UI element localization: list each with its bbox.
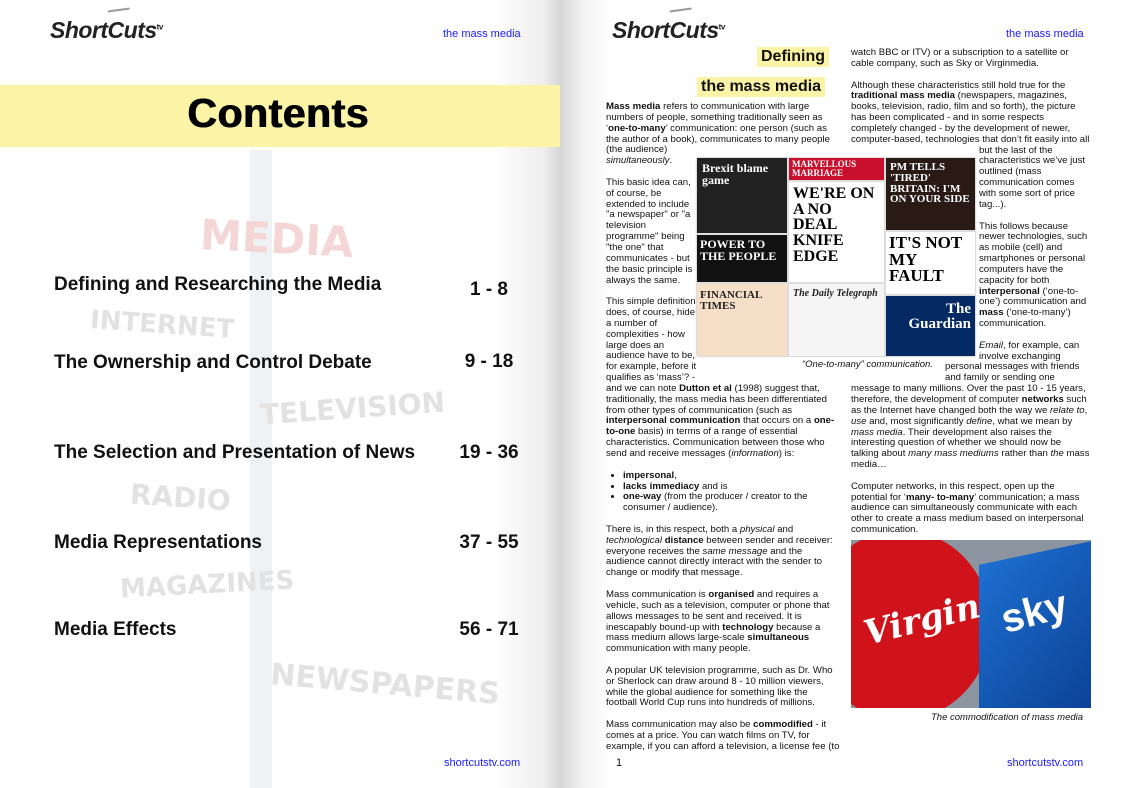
text-run: interpersonal communication xyxy=(606,415,741,427)
text-run: This follows because newer technologies, such as mobile (cell) and smartphones or personal computers have the capacity for both xyxy=(979,220,1088,286)
bg-sign-media: MEDIA xyxy=(198,210,355,267)
article-title-line1: Defining xyxy=(757,47,829,67)
text-run: the xyxy=(1050,448,1064,460)
text-run: many- to-many xyxy=(905,491,975,503)
toc-entry[interactable]: Media Effects xyxy=(54,619,177,640)
shortcuts-logo: ShortCuts$^{tv}$ xyxy=(50,17,163,44)
text-run: Although these characteristics still hold true for the xyxy=(851,79,1066,91)
paragraph xyxy=(606,720,840,753)
text-run: simultaneously xyxy=(606,155,670,167)
footer-link[interactable]: shortcutstv.com xyxy=(1007,757,1084,769)
text-run: . xyxy=(669,155,673,167)
text-run: This simple definition does, of course, hide a number of complexities - how large does an audience have to be, for example, before it qualifies as ‘mass’? - and we can note xyxy=(606,296,697,394)
toc-entry[interactable]: Defining and Researching the Media xyxy=(54,274,382,295)
paragraph xyxy=(606,525,840,579)
text-run: - it comes at a price. You can watch films on TV, for example, if you can afford a television, a license fee (to xyxy=(606,719,840,752)
text-run: (‘one-to-many’) communication. xyxy=(979,307,1071,330)
text-run: , for example, can involve exchanging personal messages with friends and family or sending one message to many millions. Over the past 10 - 15 years, therefore, the development of computer xyxy=(851,339,1086,405)
paragraph xyxy=(606,590,840,655)
text-run: information xyxy=(731,448,779,459)
headline: IT'S NOT MY FAULT xyxy=(886,232,975,294)
text-run: simultaneous xyxy=(747,632,810,644)
text-run: This basic idea can, of course, be extended to include "a newspaper" or "a television programme" being "the one" that communicates - but the basic principle is always the same. xyxy=(606,176,693,286)
text-run: lacks immediacy xyxy=(623,480,700,492)
text-run: . Their development also raises the interesting question of whether we should now be talking about xyxy=(851,426,1062,460)
text-run: Dutton et al xyxy=(679,382,732,394)
footer-link[interactable]: shortcutstv.com xyxy=(444,757,521,769)
bg-sign-newspapers: NEWSPAPERS xyxy=(268,657,502,712)
text-run: use xyxy=(851,415,867,427)
text-run: (‘one-to-one’) communication and xyxy=(979,285,1087,308)
headline: The Daily Telegraph xyxy=(789,284,884,356)
bg-sign-internet: INTERNET xyxy=(89,305,236,345)
text-run: (from the producer / creator to the consumer / audience). xyxy=(623,491,808,514)
toc-pages: 9 - 18 xyxy=(464,351,514,372)
text-run: watch BBC or ITV) or a subscription to a satellite or cable company, such as Sky or Virginmedia. xyxy=(851,47,1069,69)
text-run: Computer networks, in this respect, open up the potential for ‘ xyxy=(851,480,1055,503)
collage-caption: “One-to-many” communication. xyxy=(802,359,933,370)
text-run: and requires a vehicle, such as a television, computer or phone that allows messages to be sent and received. It is inescapably bound-up with xyxy=(606,588,830,633)
text-run: and xyxy=(774,523,794,535)
text-run: mass media xyxy=(851,426,903,438)
text-run: same message xyxy=(702,545,768,557)
text-run: , what we mean by xyxy=(992,415,1073,427)
text-run: and is xyxy=(699,480,728,492)
photo-caption: The commodification of mass media xyxy=(931,712,1084,723)
text-run: and the audience cannot directly interact with the sender to change or modify that message. xyxy=(606,545,822,579)
page-number: 1 xyxy=(616,757,623,769)
bg-sign-television: TELEVISION xyxy=(259,385,447,432)
text-run: such as the Internet have changed both the way we xyxy=(851,394,1087,416)
text-run: ’ communication; a mass audience can simultaneously communicate with each other to create a mass medium based on interpersonal communication. xyxy=(851,491,1084,536)
text-run: Mass communication is xyxy=(606,588,709,600)
text-run: define xyxy=(966,415,993,427)
headline: POWER TO THE PEOPLE xyxy=(697,235,787,282)
toc-entry[interactable]: The Selection and Presentation of News xyxy=(54,442,416,463)
bg-sign-radio: RADIO xyxy=(129,477,232,518)
text-run: commodified xyxy=(753,719,813,731)
text-run: communication with many people. xyxy=(606,643,751,655)
text-run: , xyxy=(1084,404,1088,416)
text-run: networks xyxy=(1021,394,1064,405)
article-title-line2: the mass media xyxy=(697,77,825,97)
virgin-sky-photo xyxy=(851,540,1091,708)
text-run: one-way xyxy=(623,491,662,503)
text-run: ) is: xyxy=(778,448,795,459)
text-run: Mass communication may also be xyxy=(606,719,754,731)
list-item xyxy=(623,492,840,514)
toc-pages: 19 - 36 xyxy=(459,442,519,463)
contents-page xyxy=(0,0,560,788)
page-title: Contents xyxy=(187,90,369,136)
text-run: mass xyxy=(979,307,1004,319)
text-run: Email xyxy=(979,339,1003,351)
text-run: basis) in terms of a range of essential characteristics. Communication between those who send and receive messages ( xyxy=(606,426,825,459)
toc-entry[interactable]: Media Representations xyxy=(54,532,262,553)
text-run: (newspapers, magazines, books, television, radio, film and so forth), the picture has been complicated - and in some respects completely changed - by the development of newer, computer-based, technologies that don’t fit easily into all but the last of the characteristics we’ve just outlined (mass communication comes with some sort of price tag...). xyxy=(851,90,1090,210)
text-run: A popular UK television programme, such as Dr. Who or Sherlock can draw around 8 - 10 million viewers, while the global audience for something like the football World Cup runs into hundreds of millions. xyxy=(606,664,833,709)
running-header: the mass media xyxy=(443,28,521,40)
text-run: mass media… xyxy=(851,448,1090,471)
text-run: organised xyxy=(708,588,755,600)
text-run: (1998) suggest that, traditionally, the mass media has been differentiated from other types of communication (such as xyxy=(606,382,827,416)
toc-pages: 56 - 71 xyxy=(459,619,519,640)
text-run: distance xyxy=(664,534,704,546)
text-run: technological xyxy=(606,534,663,546)
text-run: impersonal xyxy=(623,469,675,481)
virgin-logo: Virgin xyxy=(859,586,985,654)
toc-entry[interactable]: The Ownership and Control Debate xyxy=(54,352,372,373)
characteristics-list xyxy=(623,471,840,514)
shortcuts-logo: ShortCuts$^{tv}$ xyxy=(612,17,725,44)
headline: FINANCIAL TIMES xyxy=(697,284,787,356)
text-run: and, most significantly xyxy=(866,415,967,427)
text-run: rather than xyxy=(998,448,1051,460)
text-run: There is, in this respect, both a xyxy=(606,523,740,535)
headline: MARVELLOUS MARRIAGE xyxy=(789,158,884,180)
toc-pages: 37 - 55 xyxy=(459,532,519,553)
text-run: physical xyxy=(739,523,775,535)
headline: Brexit blame game xyxy=(697,158,787,233)
headline: PM TELLS 'TIRED' BRITAIN: I'M ON YOUR SIDE xyxy=(886,158,975,230)
text-run: relate to xyxy=(1049,404,1085,416)
text-run: interpersonal xyxy=(979,285,1040,297)
text-run: traditional mass media xyxy=(851,90,955,102)
text-run: between sender and receiver: everyone receives the xyxy=(606,534,833,557)
text-run: because a mass medium allows large-scale xyxy=(606,621,821,644)
newspaper-collage-image xyxy=(697,158,975,356)
text-run: technology xyxy=(722,621,774,633)
paragraph xyxy=(851,482,1091,536)
paragraph xyxy=(606,666,840,709)
text-run: one-to-many xyxy=(608,122,666,134)
text-run: one-to-one xyxy=(606,415,835,438)
text-run: Mass media xyxy=(606,101,661,112)
text-run: , xyxy=(674,469,677,481)
text-run: refers to communication with large numbers of people, something traditionally seen as ‘ xyxy=(606,101,823,134)
sky-logo: sky xyxy=(996,582,1073,642)
running-header: the mass media xyxy=(1006,28,1084,40)
headline: The Guardian xyxy=(886,296,975,356)
text-run: ’ communication: one person (such as the author of a book), communicates to many people (the audience) xyxy=(606,122,830,156)
toc-pages: 1 - 8 xyxy=(469,279,509,300)
paragraph xyxy=(851,48,1091,70)
headline: WE'RE ON A NO DEAL KNIFE EDGE xyxy=(789,182,884,282)
text-run: many mass mediums xyxy=(908,448,999,460)
bg-sign-magazines: MAGAZINES xyxy=(119,565,295,605)
text-run: that occurs on a xyxy=(740,415,814,427)
